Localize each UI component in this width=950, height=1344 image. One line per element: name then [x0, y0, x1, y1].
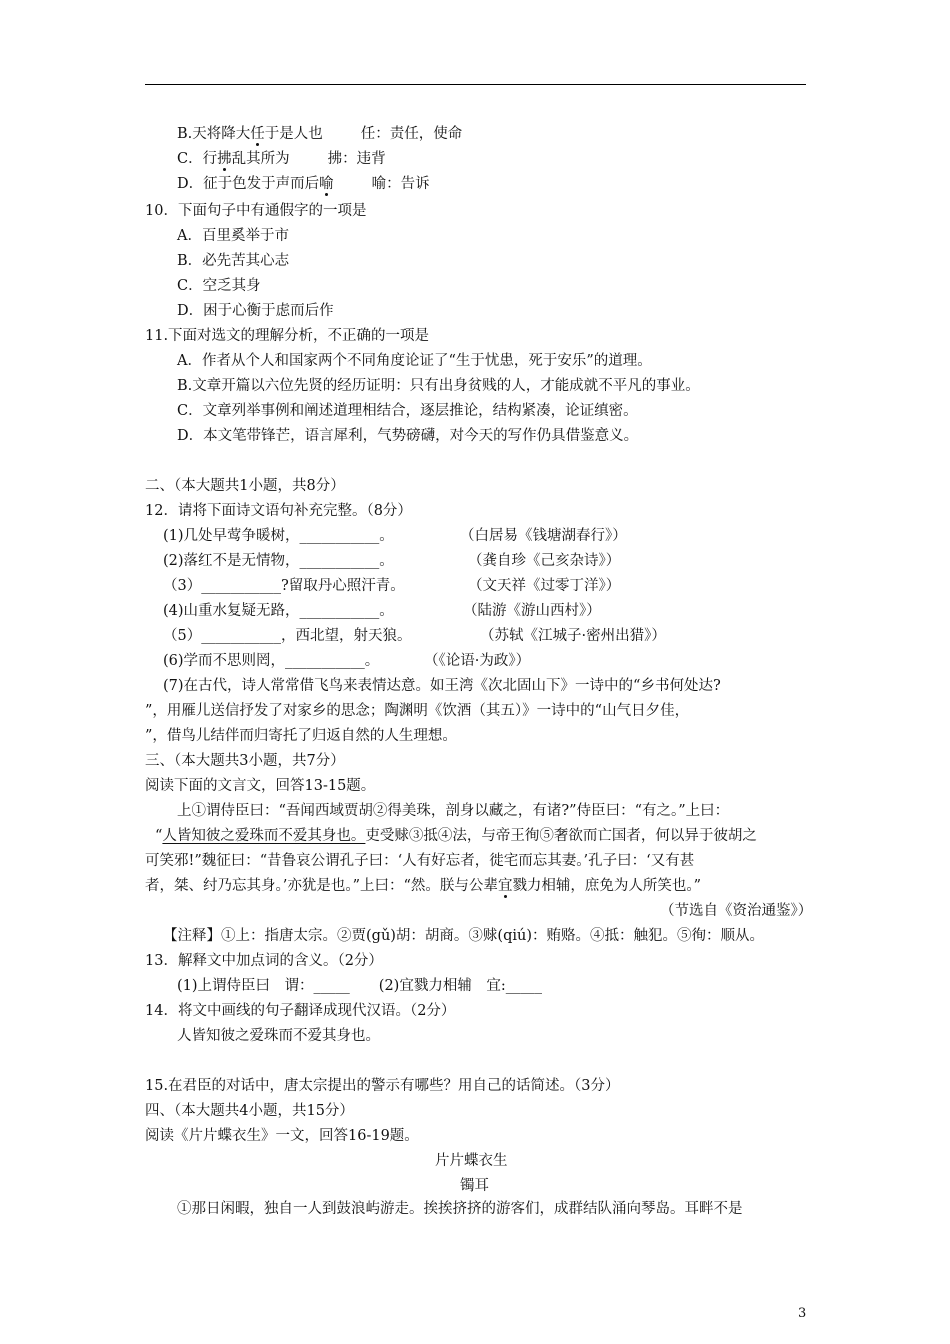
- q12-item-source: （文天祥《过零丁洋》）: [468, 578, 621, 594]
- q13-items: (1)上谓侍臣曰 谓：_____ (2)宜戮力相辅 宜:_____: [177, 978, 542, 994]
- classical-text-source: （节选自《资治通鉴》）: [660, 903, 813, 919]
- q10-stem: 10．下面句子中有通假字的一项是: [145, 203, 367, 219]
- section2-heading: 二、（本大题共1小题，共8分）: [145, 478, 345, 494]
- q12-stem: 12．请将下面诗文语句补充完整。（8分）: [145, 503, 412, 519]
- q11-option: C．文章列举事例和阐述道理相结合，逐层推论，结构紧凑，论证缜密。: [177, 403, 638, 419]
- q12-item-source: （《论语·为政》）: [424, 653, 531, 669]
- emphasis-dot-char: 宜: [497, 878, 513, 894]
- q12-item-text: (2)落红不是无情物，___________。: [163, 553, 394, 569]
- section3-heading: 三、（本大题共3小题，共7分）: [145, 753, 345, 769]
- q9-option-c: C．行拂乱其所为 拂：违背: [177, 151, 386, 167]
- classical-text-line: 可笑邪!”魏征曰：“昔鲁哀公谓孔子曰：‘人有好忘者，徙宅而忘其妻。’孔子曰：‘又有甚: [145, 853, 695, 869]
- q12-item-source: （陆游《游山西村》）: [463, 603, 601, 619]
- article-title: 片片蝶衣生: [435, 1153, 508, 1169]
- q10-option: A．百里奚举于市: [177, 228, 289, 244]
- annotation-note: 【注释】①上：指唐太宗。②贾(gǔ)胡：胡商。③赇(qiú)：贿赂。④抵：触犯。⑤徇：顺从。: [163, 928, 765, 944]
- q9-option-d: D．征于色发于声而后喻 喻：告诉: [177, 176, 430, 192]
- section4-heading: 四、（本大题共4小题，共15分）: [145, 1103, 354, 1119]
- q14-stem: 14．将文中画线的句子翻译成现代汉语。（2分）: [145, 1003, 456, 1019]
- q12-item-text: (1)几处早莺争暖树，___________。: [163, 528, 394, 544]
- q12-item-source: （苏轼《江城子·密州出猎》）: [480, 628, 666, 644]
- article-paragraph: ①那日闲暇，独自一人到鼓浪屿游走。挨挨挤挤的游客们，成群结队涌向琴岛。耳畔不是: [177, 1201, 743, 1217]
- section3-intro: 阅读下面的文言文，回答13-15题。: [145, 778, 376, 794]
- classical-text-line: 上①谓侍臣曰：“吾闻西域贾胡②得美珠，剖身以藏之，有诸?”侍臣曰：“有之。”上曰：: [177, 803, 730, 819]
- classical-text-line: 者，桀、纣乃忘其身。’亦犹是也。”上曰：“然。朕与公辈宜戮力相辅，庶免为人所笑也。”: [145, 878, 702, 894]
- q12-item-text: （5）___________，西北望，射天狼。: [163, 628, 412, 644]
- emphasis-dot-char: 喻: [319, 176, 334, 192]
- header-rule: [145, 84, 806, 85]
- q15-stem: 15.在君臣的对话中，唐太宗提出的警示有哪些？用自己的话简述。（3分）: [145, 1078, 620, 1094]
- q11-option: B.文章开篇以六位先贤的经历证明：只有出身贫贱的人，才能成就不平凡的事业。: [177, 378, 700, 394]
- q11-option: A．作者从个人和国家两个不同角度论证了“生于忧患，死于安乐”的道理。: [177, 353, 652, 369]
- q11-option: D．本文笔带锋芒，语言犀利，气势磅礴，对今天的写作仍具借鉴意义。: [177, 428, 639, 444]
- emphasis-dot-char: 任: [250, 126, 265, 142]
- q10-option: B．必先苦其心志: [177, 253, 290, 269]
- q12-item-source: （白居易《钱塘湖春行》）: [460, 528, 627, 544]
- page-number: 3: [798, 1306, 807, 1321]
- q14-sentence: 人皆知彼之爱珠而不爱其身也。: [177, 1028, 380, 1044]
- q13-stem: 13．解释文中加点词的含义。（2分）: [145, 953, 383, 969]
- article-author: 镯耳: [460, 1178, 489, 1194]
- q12-item7-line: ”，用雁儿送信抒发了对家乡的思念；陶渊明《饮酒（其五）》一诗中的“山气日夕佳，: [145, 703, 690, 719]
- underlined-sentence: 人皆知彼之爱珠而不爱其身也。: [162, 828, 366, 844]
- q12-item7-line: ”，借鸟儿结伴而归寄托了归返自然的人生理想。: [145, 728, 457, 744]
- q9-option-b: B.天将降大任于是人也 任：责任，使命: [177, 126, 463, 142]
- q10-option: D．困于心衡于虑而后作: [177, 303, 334, 319]
- q12-item-text: (6)学而不思则罔，___________。: [163, 653, 380, 669]
- q12-item-source: （龚自珍《己亥杂诗》）: [468, 553, 621, 569]
- q12-item-text: (4)山重水复疑无路，___________。: [163, 603, 394, 619]
- section4-intro: 阅读《片片蝶衣生》一文，回答16-19题。: [145, 1128, 419, 1144]
- q10-option: C．空乏其身: [177, 278, 261, 294]
- q12-item-text: （3）___________?留取丹心照汗青。: [163, 578, 405, 594]
- q12-item7-line: (7)在古代，诗人常常借飞鸟来表情达意。如王湾《次北固山下》一诗中的“乡书何处达?: [163, 678, 721, 694]
- classical-text-line: “人皆知彼之爱珠而不爱其身也。吏受赇③抵④法，与帝王徇⑤奢欲而亡国者，何以异于彼胡之: [155, 828, 757, 844]
- q11-stem: 11.下面对选文的理解分析，不正确的一项是: [145, 328, 430, 344]
- emphasis-dot-char: 拂: [217, 151, 232, 167]
